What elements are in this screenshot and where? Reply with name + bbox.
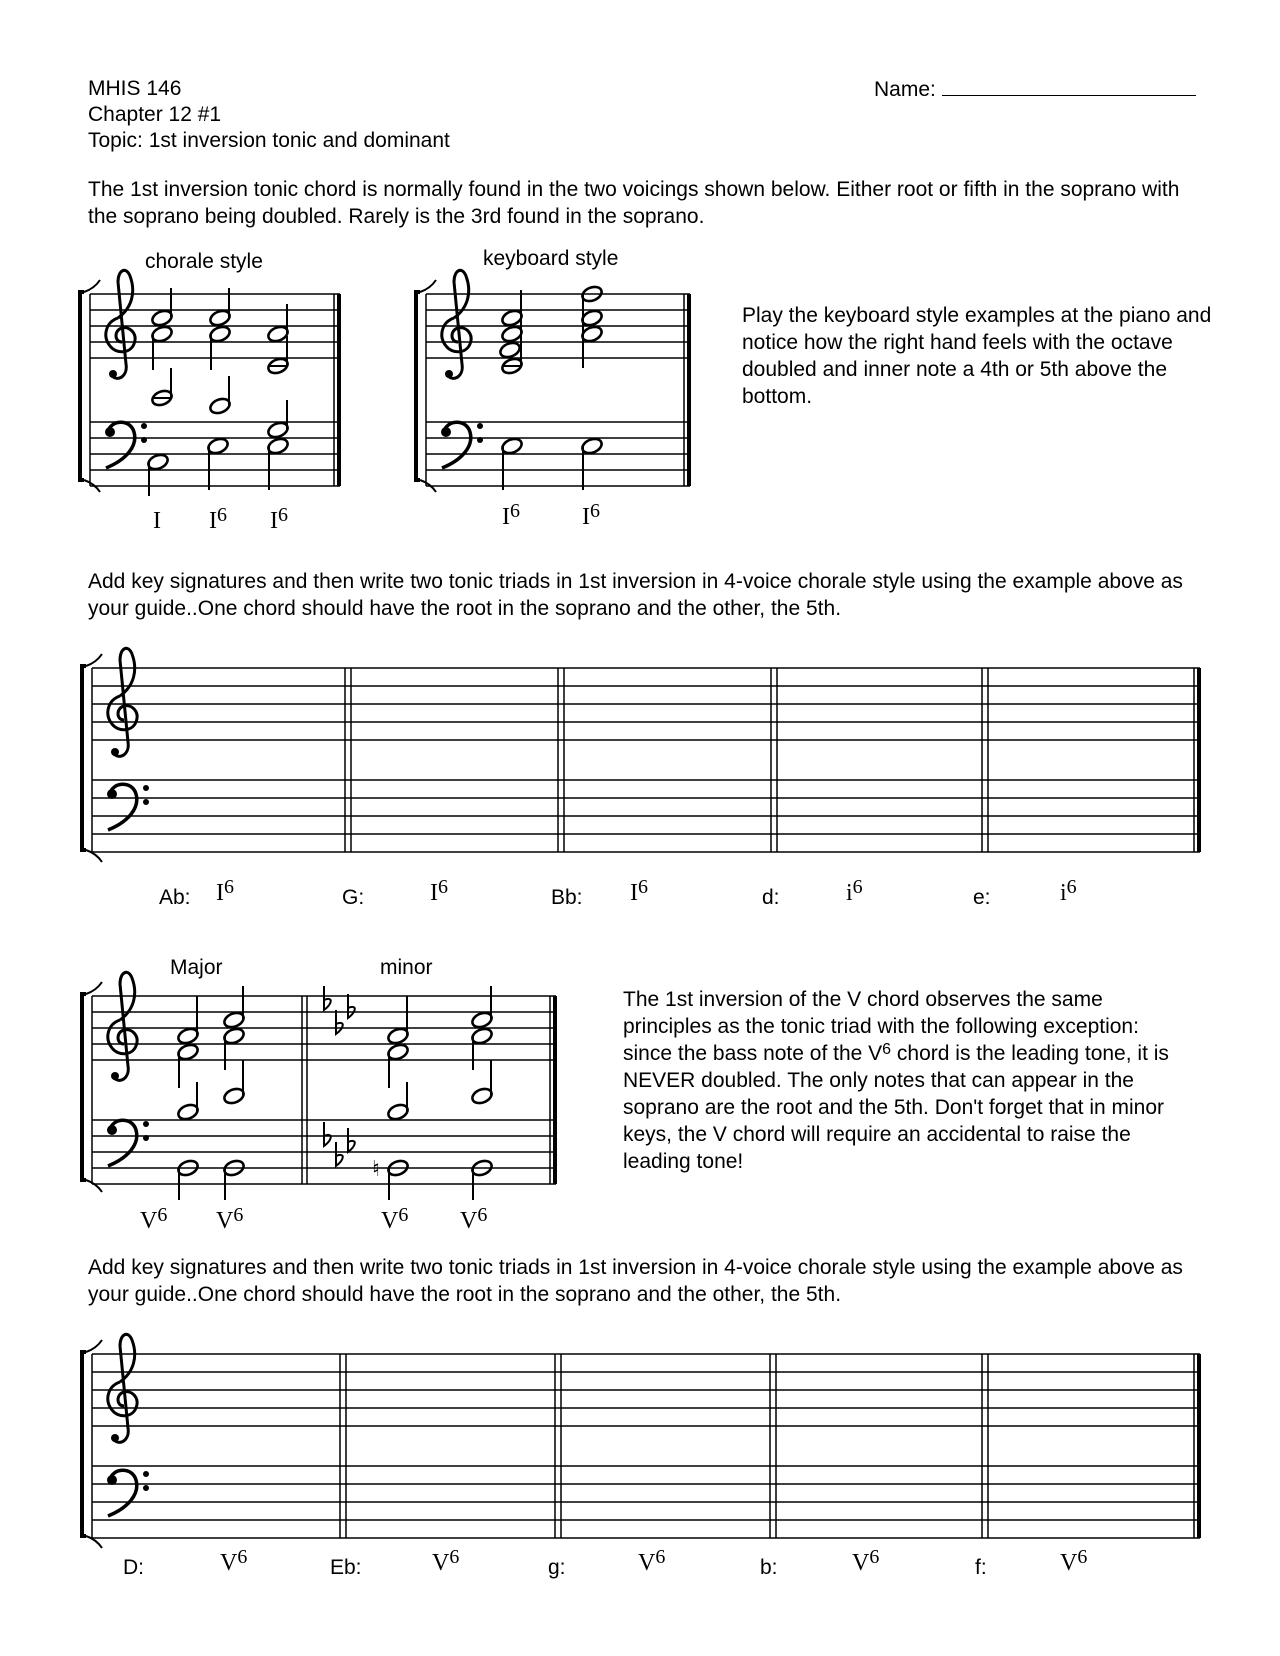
- minor-label: minor: [380, 956, 433, 979]
- ex2-key-4: b:: [760, 1556, 778, 1579]
- exercise1-instructions: Add key signatures and then write two tonic triads in 1st inversion in 4-voice chorale style using the example above as your guide..One chord should have the root in the soprano and the other, the 5th.: [88, 570, 1183, 620]
- chorale-numeral-3: $I^6$: [270, 504, 288, 534]
- exercise2-grand-staff[interactable]: [82, 1334, 1200, 1548]
- ex2-numeral-5: $V^6$: [1060, 1546, 1088, 1576]
- chapter-label: Chapter 12 #1: [88, 103, 222, 126]
- keyboard-note: Play the keyboard style examples at the piano and notice how the right hand feels with the octave doubled and inner note a 4th or 5th above the bottom.: [742, 304, 1212, 408]
- exercise2-instructions: Add key signatures and then write two tonic triads in 1st inversion in 4-voice chorale style using the example above as your guide..One chord should have the root in the soprano and the other, the 5th.: [88, 1256, 1183, 1306]
- ex2-numeral-1: $V^6$: [220, 1546, 248, 1576]
- ex1-key-5: e:: [973, 886, 991, 909]
- svg-text:♮: ♮: [372, 1157, 380, 1182]
- ex2-numeral-3: $V^6$: [638, 1546, 666, 1576]
- ex2-numeral-4: $V^6$: [852, 1546, 880, 1576]
- keyboard-style-label: keyboard style: [483, 247, 619, 270]
- ex2-key-1: D:: [123, 1556, 144, 1579]
- ex1-key-1: Ab:: [159, 886, 191, 909]
- v6-numeral-4: $V^6$: [460, 1204, 488, 1234]
- ex1-numeral-1: $I^6$: [216, 876, 234, 906]
- ex1-numeral-4: $i^6$: [846, 876, 863, 906]
- ex1-key-3: Bb:: [551, 886, 583, 909]
- course-code: MHIS 146: [88, 77, 182, 100]
- ex1-numeral-5: $i^6$: [1060, 876, 1077, 906]
- keyboard-style-system: [416, 270, 690, 492]
- ex2-key-5: f:: [975, 1556, 987, 1579]
- ex1-key-4: d:: [762, 886, 780, 909]
- keyboard-numeral-1: $I^6$: [502, 500, 520, 530]
- v6-numeral-2: $V^6$: [216, 1204, 244, 1234]
- dominant-example-system: [82, 972, 556, 1200]
- ex2-key-3: g:: [548, 1556, 566, 1579]
- topic-label: Topic: 1st inversion tonic and dominant: [88, 129, 450, 152]
- dominant-note-part1: The 1st inversion of the V chord observes the same principles as the tonic triad with the following exception: since the bass note of the V: [623, 988, 1139, 1065]
- keyboard-numeral-2: $I^6$: [582, 500, 600, 530]
- ex2-numeral-2: $V^6$: [432, 1546, 460, 1576]
- ex1-numeral-3: $I^6$: [630, 876, 648, 906]
- dominant-note-sup: 6: [882, 1041, 892, 1058]
- ex1-numeral-2: $I^6$: [430, 876, 448, 906]
- chorale-numeral-1: I: [153, 508, 161, 534]
- ex1-key-2: G:: [342, 886, 365, 909]
- v6-numeral-1: $V^6$: [140, 1204, 168, 1234]
- ex2-key-2: Eb:: [330, 1556, 362, 1579]
- chorale-style-label: chorale style: [145, 250, 263, 273]
- major-label: Major: [170, 956, 223, 979]
- chorale-style-system: [80, 270, 340, 496]
- exercise1-grand-staff[interactable]: [82, 648, 1200, 862]
- dominant-note-part2: chord is the leading tone, it is NEVER doubled. The only notes that can appear in the soprano are the root and the 5th. Don't forget that in minor keys, the V chord will require an accidental to raise the leading tone!: [623, 1042, 1169, 1173]
- v6-numeral-3: $V^6$: [381, 1204, 409, 1234]
- name-label: Name:: [874, 78, 936, 101]
- intro-paragraph: The 1st inversion tonic chord is normally found in the two voicings shown below. Either root or fifth in the soprano with the soprano being doubled. Rarely is the 3rd found in the soprano.: [88, 178, 1180, 228]
- chorale-numeral-2: $I^6$: [209, 504, 227, 534]
